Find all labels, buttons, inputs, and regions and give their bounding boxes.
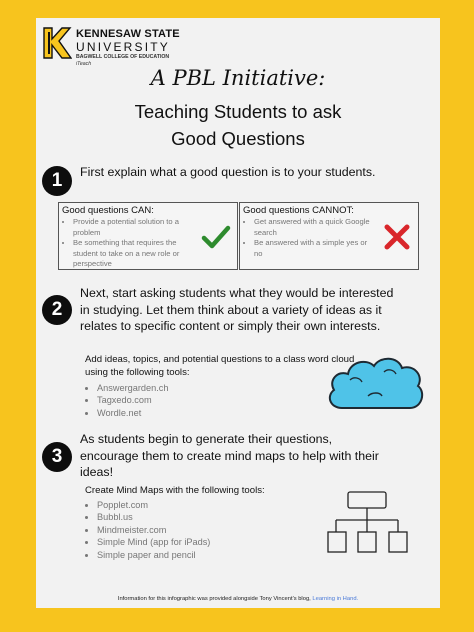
ksu-k-logo-icon bbox=[42, 26, 72, 60]
title-line2: Good Questions bbox=[171, 128, 305, 149]
list-item: • Be something that requires the student to take on a new role or perspective bbox=[73, 238, 199, 270]
list-item: • Provide a potential solution to a problem bbox=[73, 217, 199, 238]
university-name-line2: UNIVERSITY bbox=[76, 40, 171, 54]
iteach-label: iTeach bbox=[76, 61, 92, 67]
list-item: • Wordle.net bbox=[97, 407, 169, 419]
footer-text: Information for this infographic was provided alongside Tony Vincent's blog, bbox=[117, 596, 313, 602]
step-3-subtext: Create Mind Maps with the following tools: bbox=[85, 485, 265, 496]
step-3-number-badge: 3 bbox=[42, 442, 72, 472]
mind-map-icon bbox=[326, 488, 410, 562]
step-1-number-badge: 1 bbox=[42, 166, 72, 196]
step-2-subtext: Add ideas, topics, and potential questions to a class word cloud using the following tools: bbox=[85, 354, 355, 378]
list-item: • Tagxedo.com bbox=[97, 394, 169, 406]
cannot-box-title: Good questions CANNOT: bbox=[243, 205, 354, 216]
script-subtitle: A PBL Initiative: bbox=[150, 66, 326, 90]
word-cloud-tools-list bbox=[85, 382, 169, 419]
good-questions-cannot-box bbox=[239, 202, 419, 270]
can-box-title: Good questions CAN: bbox=[62, 205, 154, 216]
checkmark-icon bbox=[201, 225, 231, 249]
mind-map-tools-list bbox=[85, 499, 210, 561]
learning-in-hand-link[interactable]: Learning in Hand. bbox=[312, 596, 359, 602]
step-1-text: First explain what a good question is to your students. bbox=[80, 165, 376, 179]
footer-credit bbox=[36, 596, 440, 602]
step-2-number-badge: 2 bbox=[42, 295, 72, 325]
list-item: • Get answered with a quick Google search bbox=[254, 217, 374, 238]
list-item: • Be answered with a simple yes or no bbox=[254, 238, 374, 259]
list-item: • Simple paper and pencil bbox=[97, 549, 210, 561]
list-item: • Simple Mind (app for iPads) bbox=[97, 536, 210, 548]
title-line1: Teaching Students to ask bbox=[134, 101, 342, 122]
step-3-text: As students begin to generate their questions, encourage them to create mind maps to help with their ideas! bbox=[80, 432, 379, 479]
college-name: BAGWELL COLLEGE OF EDUCATION bbox=[76, 54, 170, 60]
can-list bbox=[61, 217, 199, 270]
university-name-line1: KENNESAW STATE bbox=[76, 28, 180, 40]
step-2-text: Next, start asking students what they would be interested in studying. Let them think about a variety of ideas as it relates to specific content or simply their own interests. bbox=[80, 286, 394, 333]
x-mark-icon bbox=[383, 223, 411, 251]
list-item: • Bubbl.us bbox=[97, 511, 210, 523]
list-item: • Popplet.com bbox=[97, 499, 210, 511]
page-title bbox=[36, 98, 440, 152]
infographic-page bbox=[36, 18, 440, 608]
cloud-icon bbox=[324, 350, 428, 418]
list-item: • Mindmeister.com bbox=[97, 524, 210, 536]
list-item: • Answergarden.ch bbox=[97, 382, 169, 394]
cannot-list bbox=[242, 217, 374, 259]
good-questions-can-box bbox=[58, 202, 238, 270]
